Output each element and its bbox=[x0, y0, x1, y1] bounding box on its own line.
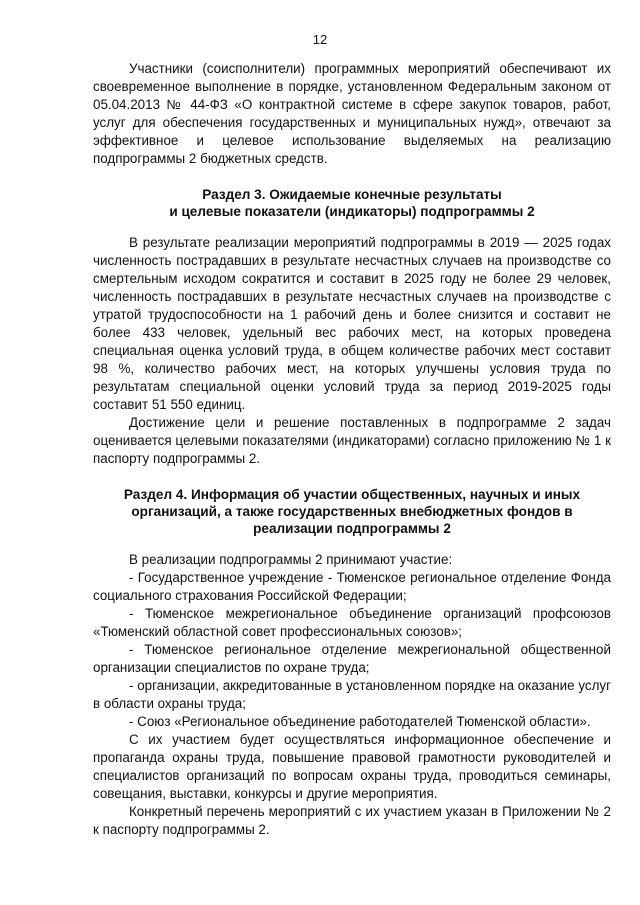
list-item: - Союз «Региональное объединение работодателей Тюменской области». bbox=[129, 714, 591, 729]
section-3-title-line-1: Раздел 3. Ожидаемые конечные результаты bbox=[202, 187, 502, 202]
page-body bbox=[93, 60, 611, 839]
list-item: - организации, аккредитованные в установленном порядке на оказание услуг в области охраны труда; bbox=[93, 678, 611, 711]
paragraph-information-support: С их участием будет осуществляться информационное обеспечение и пропаганда охраны труда, повышение правовой грамотности руководителей и специалистов организаций по вопросам охраны труда, проводиться семинары, совещания, выставки, конкурсы и другие мероприятия. bbox=[93, 732, 611, 801]
section-3-title-line-2: и целевые показатели (индикаторы) подпрограммы 2 bbox=[169, 204, 535, 219]
paragraph-indicators: Достижение цели и решение поставленных в подпрограмме 2 задач оценивается целевыми показателями (индикаторами) согласно приложению № 1 к паспорту подпрограммы 2. bbox=[93, 415, 611, 466]
section-4-heading bbox=[93, 486, 611, 537]
section-4-title-line-3: реализации подпрограммы 2 bbox=[253, 521, 451, 536]
page-number: 12 bbox=[312, 32, 328, 47]
section-4-title-line-2: организаций, а также государственных внебюджетных фондов в bbox=[131, 504, 573, 519]
section-3-heading bbox=[93, 186, 611, 220]
paragraph-expected-results: В результате реализации мероприятий подпрограммы в 2019 — 2025 годах численность пострадавших в результате несчастных случаев на производстве со смертельным исходом сократится и составит в 2025 году не более 29 человек, численность пострадавших в результате несчастных случаев на производстве с утратой трудоспособности на 1 рабочий день и более снизится и составит не более 433 человек, удельный вес рабочих мест, на которых проведена специальная оценка условий труда, в общем количестве рабочих мест составит 98 %, количество рабочих мест, на которых улучшены условия труда по результатам специальной оценки условий труда за период 2019-2025 годы составит 51 550 единиц. bbox=[93, 235, 611, 412]
paragraph-participants: Участники (соисполнители) программных мероприятий обеспечивают их своевременное выполнение в порядке, установленном Федеральным законом от 05.04.2013 № 44-ФЗ «О контрактной системе в сфере закупок товаров, работ, услуг для обеспечения государственных и муниципальных нужд», отвечают за эффективное и целевое использование выделяемых на реализацию подпрограммы 2 бюджетных средств. bbox=[93, 61, 611, 166]
list-item: - Тюменское межрегиональное объединение организаций профсоюзов «Тюменский областной совет профессиональных союзов»; bbox=[93, 606, 611, 639]
list-item: - Тюменское региональное отделение межрегиональной общественной организации специалистов по охране труда; bbox=[93, 642, 611, 675]
paragraph-activities-list: Конкретный перечень мероприятий с их участием указан в Приложении № 2 к паспорту подпрограммы 2. bbox=[93, 804, 611, 837]
section-4-title-line-1: Раздел 4. Информация об участии общественных, научных и иных bbox=[123, 487, 581, 502]
list-item: - Государственное учреждение - Тюменское региональное отделение Фонда социального страхования Российской Федерации; bbox=[93, 570, 611, 603]
paragraph-participation-intro: В реализации подпрограммы 2 принимают участие: bbox=[129, 552, 453, 567]
